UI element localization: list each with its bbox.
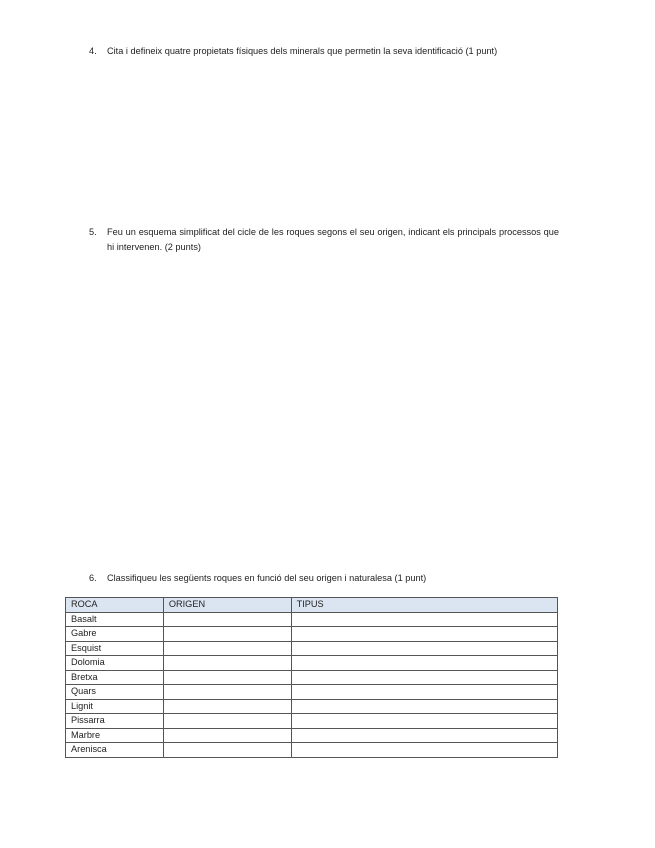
header-origen: ORIGEN	[163, 598, 291, 613]
rock-name-cell: Esquist	[66, 641, 164, 656]
question-text: Cita i defineix quatre propietats físiques dels minerals que permetin la seva identificació (1 punt)	[107, 46, 498, 56]
question-number: 5.	[89, 227, 97, 237]
tipus-cell[interactable]	[291, 612, 557, 627]
tipus-cell[interactable]	[291, 728, 557, 743]
origen-cell[interactable]	[163, 612, 291, 627]
question-6	[89, 571, 559, 586]
origen-cell[interactable]	[163, 714, 291, 729]
table-row	[66, 714, 558, 729]
rock-name-cell: Dolomia	[66, 656, 164, 671]
rock-name-cell: Marbre	[66, 728, 164, 743]
rock-name-cell: Quars	[66, 685, 164, 700]
table-row	[66, 743, 558, 758]
question-text: Feu un esquema simplificat del cicle de les roques segons el seu origen, indicant els principals processos que hi intervenen. (2 punts)	[107, 227, 559, 252]
question-number: 4.	[89, 46, 97, 56]
origen-cell[interactable]	[163, 656, 291, 671]
table-header-row	[66, 598, 558, 613]
table-row	[66, 670, 558, 685]
tipus-cell[interactable]	[291, 685, 557, 700]
origen-cell[interactable]	[163, 699, 291, 714]
header-roca: ROCA	[66, 598, 164, 613]
table-row	[66, 641, 558, 656]
tipus-cell[interactable]	[291, 641, 557, 656]
tipus-cell[interactable]	[291, 714, 557, 729]
rock-classification-table	[65, 597, 558, 758]
origen-cell[interactable]	[163, 685, 291, 700]
origen-cell[interactable]	[163, 627, 291, 642]
rock-name-cell: Bretxa	[66, 670, 164, 685]
question-number: 6.	[89, 573, 97, 583]
table-row	[66, 656, 558, 671]
origen-cell[interactable]	[163, 641, 291, 656]
table-row	[66, 612, 558, 627]
rock-name-cell: Pissarra	[66, 714, 164, 729]
tipus-cell[interactable]	[291, 656, 557, 671]
table-row	[66, 685, 558, 700]
question-text: Classifiqueu les següents roques en funció del seu origen i naturalesa (1 punt)	[107, 573, 427, 583]
header-tipus: TIPUS	[291, 598, 557, 613]
rock-name-cell: Arenisca	[66, 743, 164, 758]
origen-cell[interactable]	[163, 670, 291, 685]
table-row	[66, 627, 558, 642]
question-5	[89, 225, 559, 255]
rock-name-cell: Basalt	[66, 612, 164, 627]
rock-name-cell: Lignit	[66, 699, 164, 714]
tipus-cell[interactable]	[291, 743, 557, 758]
origen-cell[interactable]	[163, 743, 291, 758]
table-row	[66, 728, 558, 743]
origen-cell[interactable]	[163, 728, 291, 743]
question-4	[89, 44, 559, 59]
tipus-cell[interactable]	[291, 627, 557, 642]
table-row	[66, 699, 558, 714]
tipus-cell[interactable]	[291, 699, 557, 714]
tipus-cell[interactable]	[291, 670, 557, 685]
rock-name-cell: Gabre	[66, 627, 164, 642]
